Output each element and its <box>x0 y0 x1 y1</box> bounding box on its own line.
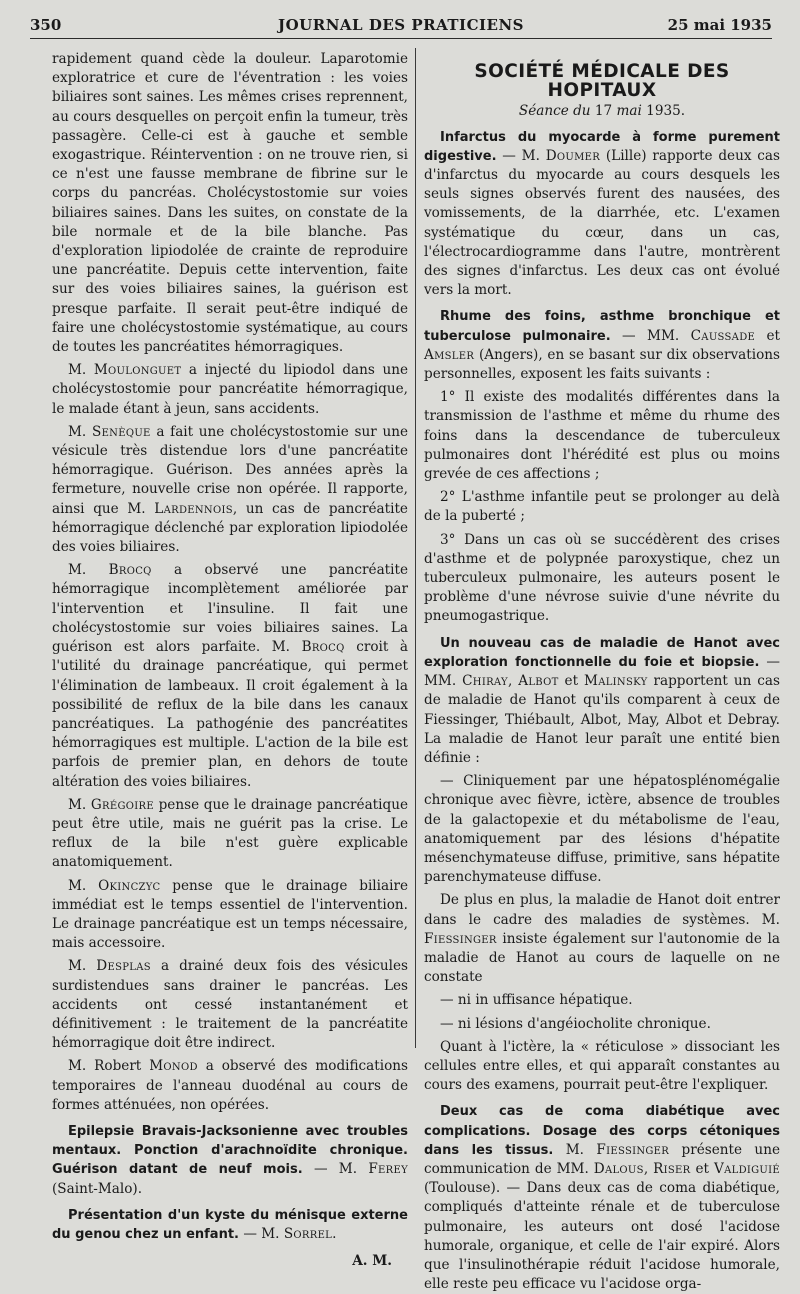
article-heading: Présentation d'un kyste du ménisque externe du genou chez un enfant. <box>52 1207 408 1242</box>
author-name: Fiessinger <box>424 930 497 947</box>
section-title: SOCIÉTÉ MÉDICALE DES HOPITAUX <box>474 61 730 102</box>
paragraph-laparotomie: rapidement quand cède la douleur. Laparotomie exploratrice et cure de l'éventration : les voies biliaires sont saines. Les mêmes crises reprennent, au cours desquelles on perçoit enfin la tumeur, très passagère. Celle-ci est à gauche et semble exogastrique. Réintervention : on ne trouve rien, si ce n'est une fausse membrane de fibrine sur le corps du pancréas. Cholécystostomie sur voies biliaires saines. Dans les suites, on constate de la bile normale et de la bile blanche. Pas d'exploration lipiodolée de crainte de reproduire une pancréatite. Depuis cette intervention, faite sur des voies biliaires saines, la guérison est presque parfaite. Il serait peut-être indiqué de faire une cholécystostomie systématique, au cours de toutes les pancréatites hémorragiques. <box>52 51 408 356</box>
article-heading: Epilepsie Bravais-Jacksonienne avec troubles mentaux. Ponction d'arachnoïdite chronique. Guérison datant de neuf mois. <box>52 1123 408 1178</box>
signature: A. M. <box>352 1253 392 1270</box>
author-name: Fiessinger <box>596 1141 670 1158</box>
article-heading: Un nouveau cas de maladie de Hanot avec exploration fonctionnelle du foie et biopsie. <box>424 635 780 670</box>
paragraph-okinczyc: M. Okinczyc pense que le drainage biliaire immédiat est le temps essentiel de l'intervention. Le drainage pancréatique est un temps nécessaire, mais accessoire. <box>52 877 408 952</box>
author-name: Brocq <box>108 562 152 579</box>
list-item: — ni in uffisance hépatique. <box>440 992 633 1009</box>
page-number: 350 <box>30 16 62 34</box>
article-kyste: Présentation d'un kyste du ménisque externe du genou chez un enfant. — M. Sorrel. <box>52 1207 408 1242</box>
author-name: Amsler <box>424 346 475 363</box>
paragraph-monod: M. Robert Monod a observé des modifications temporaires de l'anneau duodénal au cours de formes atténuées, non opérées. <box>52 1058 408 1113</box>
list-item: — ni lésions d'angéiocholite chronique. <box>440 1015 711 1032</box>
author-name: Okinczyc <box>98 877 161 894</box>
author-name: Dalous <box>593 1160 644 1177</box>
article-heading: Rhume des foins, asthme bronchique et tuberculose pulmonaire. <box>424 309 780 344</box>
author-name: Lardennois <box>154 500 233 517</box>
author-name: Grégoire <box>90 796 154 813</box>
author-name: Valdiguié <box>713 1160 780 1177</box>
author-name: Doumer <box>545 147 601 164</box>
issue-date: 25 mai 1935 <box>667 16 772 34</box>
paragraph-moulonguet: M. Moulonguet a injecté du lipiodol dans une cholécystostomie pour pancréatite hémorragique, le malade étant à jeun, sans accidents. <box>52 362 409 417</box>
article-epilepsie: Epilepsie Bravais-Jacksonienne avec troubles mentaux. Ponction d'arachnoïdite chronique. Guérison datant de neuf mois. — M. Ferey (Saint-Malo). <box>52 1123 408 1197</box>
paragraph-seneque: M. Senèque a fait une cholécystostomie sur une vésicule très distendue lors d'une pancréatite hémorragique. Guérison. Des années après la fermeture, nouvelle crise non opérée. Il rapporte, ainsi que M. Lardennois, un cas de pancréatite hémorragique déclenché par exploration lipiodolée des voies biliaires. <box>52 423 409 556</box>
author-name: Sorrel <box>283 1225 333 1242</box>
left-column <box>52 50 409 1270</box>
author-name: Ferey <box>368 1161 408 1178</box>
author-name: Malinsky <box>583 673 648 690</box>
article-hanot: Un nouveau cas de maladie de Hanot avec exploration fonctionnelle du foie et biopsie. — MM. Chiray, Albot et Malinsky rapportent un cas de maladie de Hanot qu'ils comparent à ceux de Fiessinger, Thiébault, Albot, May, Albot et Debray. La maladie de Hanot leur paraît une entité bien définie : <box>424 635 781 766</box>
list-item: 3° Dans un cas où se succédèrent des crises d'asthme et de polypnée paroxystique, chez un tuberculeux pulmonaire, les auteurs posent le problème d'une névrose suivie d'une névrite du pneumogastrique. <box>424 531 780 625</box>
article-rhume: Rhume des foins, asthme bronchique et tuberculose pulmonaire. — MM. Caussade et Amsler (Angers), en se basant sur dix observations personnelles, exposent les faits suivants : <box>424 309 781 383</box>
author-name: Brocq <box>301 639 345 656</box>
article-coma: Deux cas de coma diabétique avec complications. Dosage des corps cétoniques dans les tissus. M. Fiessinger présente une communication de MM. Dalous, Riser et Valdiguié (Toulouse). — Dans deux cas de coma diabétique, compliqués d'atteinte rénale et de tuberculose pulmonaire, les auteurs ont dosé l'acidose humorale, organique, et celle de l'air expiré. Alors que l'insulinothérapie réduit l'acidose humorale, elle reste peu efficace vu l'acidose orga- <box>424 1104 780 1293</box>
author-name: Moulonguet <box>93 362 182 379</box>
article-infarctus: Infarctus du myocarde à forme purement digestive. — M. Doumer (Lille) rapporte deux cas d'infarctus du myocarde au cours desquels les seuls signes observés furent des nausées, des vomissements, de la diarrhée, etc. L'examen systématique du cœur, dans un cas, l'électrocardiogramme dans l'autre, montrèrent des signes d'infarctus. Les deux cas ont évolué vers la mort. <box>424 129 780 299</box>
author-name: Riser <box>653 1160 691 1177</box>
paragraph-brocq: M. Brocq a observé une pancréatite hémorragique incomplètement améliorée par l'intervention et l'insuline. Il fait une cholécystostomie sur voies biliaires saines. La guérison est alors parfaite. M. Brocq croit à l'utilité du drainage pancréatique, qui permet l'élimination de lambeaux. Il croit également à la possibilité de reflux de la bile dans les canaux pancréatiques. La pathogénie des pancréatites hémorragiques est multiple. L'action de la bile est parfois de premier plan, en dehors de toute altération des voies biliaires. <box>52 562 408 790</box>
paragraph-hanot-clinique: — Cliniquement par une hépatosplénomégalie chronique avec fièvre, ictère, absence de troubles de la galactopexie et du métabolisme de l'eau, anatomiquement par des lésions d'hépatite mésenchymateuse diffuse, primitive, sans hépatite parenchymateuse diffuse. <box>424 773 780 886</box>
article-heading: Deux cas de coma diabétique avec complications. Dosage des corps cétoniques dans les tissus. <box>424 1104 780 1158</box>
paragraph-gregoire: M. Grégoire pense que le drainage pancréatique peut être utile, mais ne guérit pas la crise. Le reflux de la bile n'est guère explicable anatomiquement. <box>52 796 408 871</box>
running-head <box>30 14 772 39</box>
column-divider <box>415 48 416 1048</box>
author-name: Albot <box>518 673 559 690</box>
author-name: Caussade <box>690 327 756 344</box>
right-column <box>424 50 781 1293</box>
list-item: 2° L'asthme infantile peut se prolonger au delà de la puberté ; <box>424 489 780 525</box>
author-name: Monod <box>149 1058 198 1075</box>
list-item: 1° Il existe des modalités différentes dans la transmission de l'asthme et même du rhume des foins dans la descendance de tuberculeux pulmonaires dont l'hérédité est plus ou moins grevée de ces affections ; <box>424 389 780 483</box>
paragraph-ictere: Quant à l'ictère, la « réticulose » dissociant les cellules entre elles, et qui apparaît constantes au cours des examens, pourrait peut-être l'expliquer. <box>424 1038 780 1094</box>
author-name: Desplas <box>96 958 151 975</box>
paragraph-desplas: M. Desplas a drainé deux fois des vésicules surdistendues sans drainer le pancréas. Les accidents ont cessé instantanément et définitivement : le traitement de la pancréatite hémorragique doit être indirect. <box>52 958 408 1052</box>
author-name: Senèque <box>91 423 151 440</box>
journal-title: JOURNAL DES PRATICIENS <box>278 16 524 34</box>
seance-line: Séance du 17 mai 1935. <box>518 103 686 120</box>
author-name: Chiray <box>462 673 508 690</box>
paragraph-hanot-systemes: De plus en plus, la maladie de Hanot doit entrer dans le cadre des maladies de systèmes. M. Fiessinger insiste également sur l'autonomie de la maladie de Hanot au cours de laquelle on ne constate <box>424 892 780 986</box>
article-heading: Infarctus du myocarde à forme purement digestive. <box>424 129 780 164</box>
